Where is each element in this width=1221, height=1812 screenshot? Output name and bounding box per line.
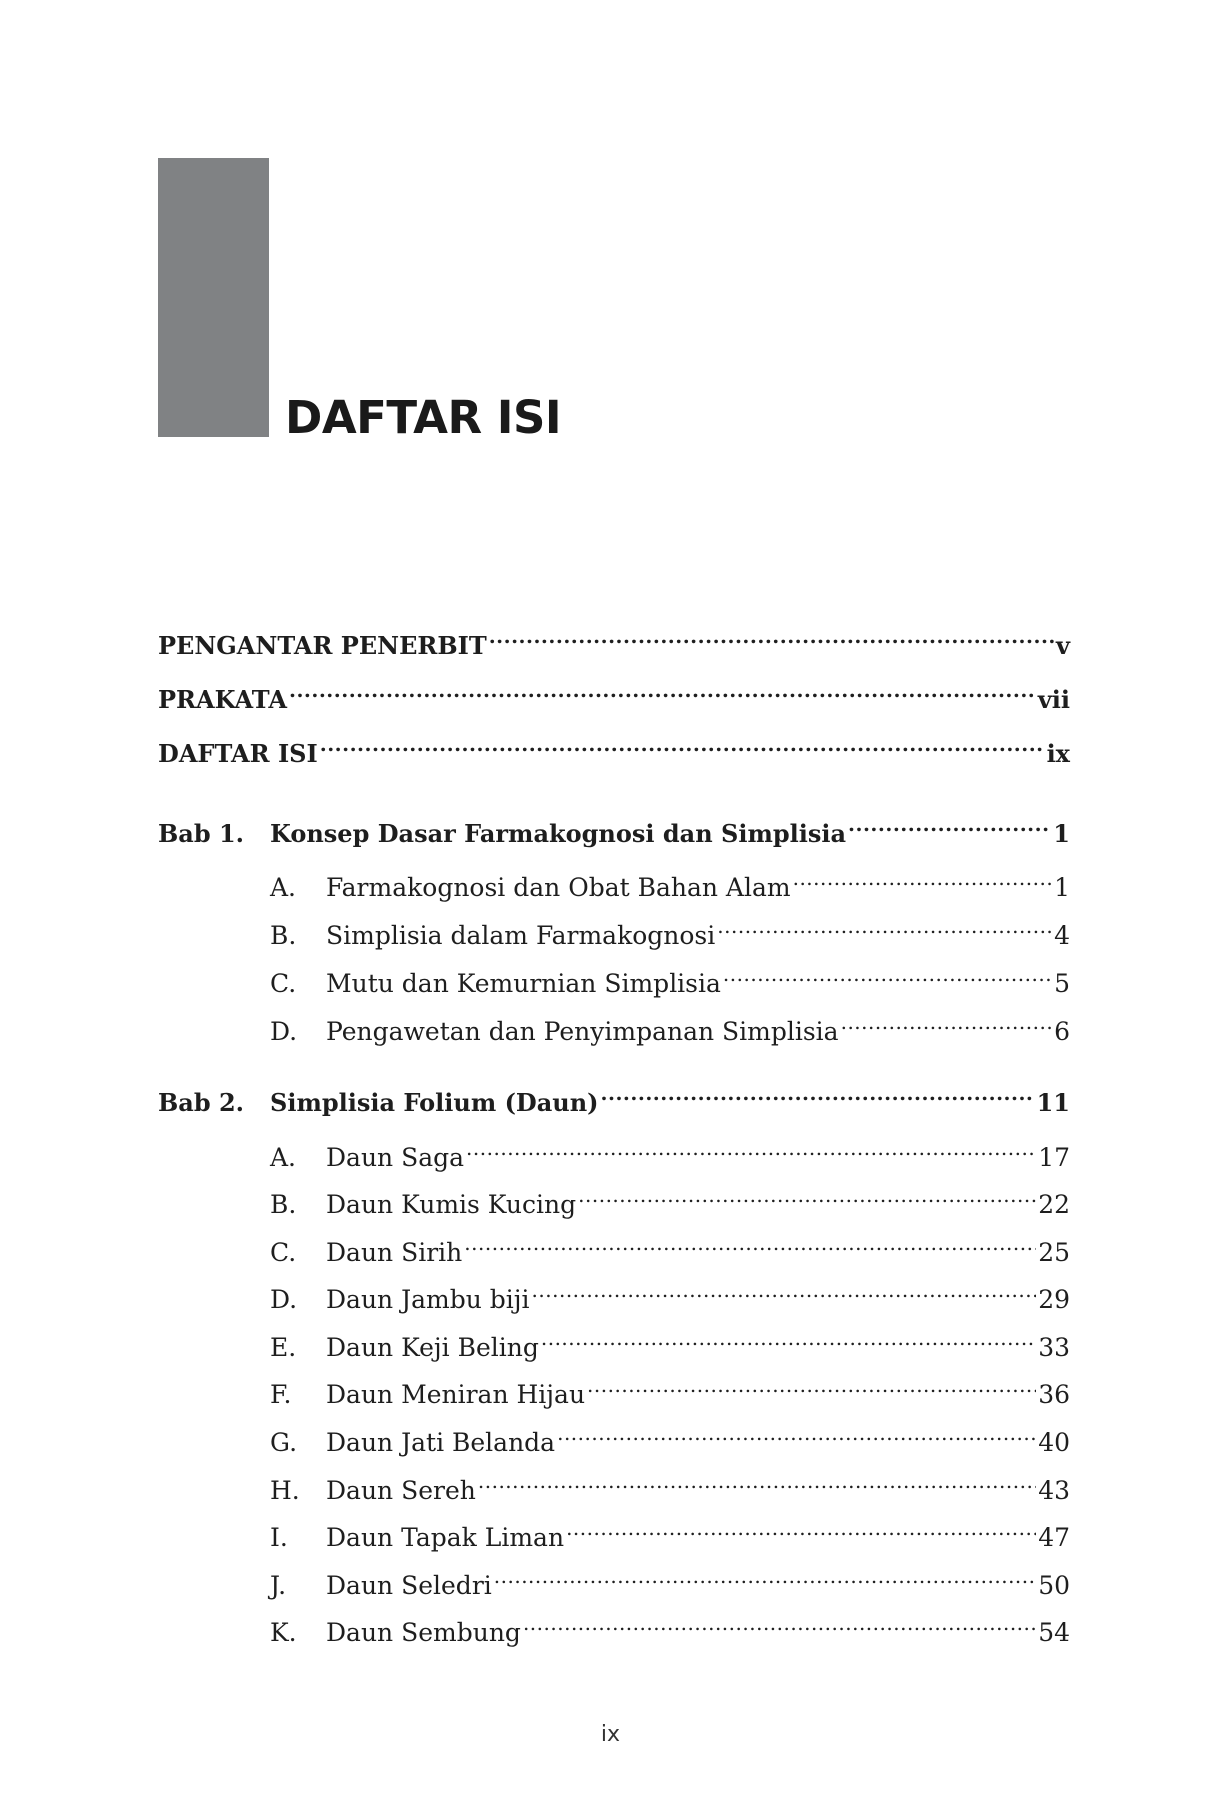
dot-leader [578,1177,1036,1213]
toc-section-entry[interactable] [270,1004,1070,1046]
dot-leader [494,1558,1036,1594]
chapter-title: Simplisia Folium (Daun) [270,1088,599,1117]
toc-section-entry[interactable] [270,1130,1070,1172]
toc-section-entry[interactable] [270,1177,1070,1219]
section-letter: A. [270,873,297,902]
section-letter: J. [270,1571,287,1600]
section-letter: E. [270,1333,297,1362]
toc-section-entry[interactable] [270,1415,1070,1457]
toc-section-entry[interactable] [270,1367,1070,1409]
section-page: 6 [1054,1017,1070,1046]
section-letter: A. [270,1143,297,1172]
section-page: 40 [1038,1428,1070,1457]
section-page: 43 [1038,1476,1070,1505]
section-title: Daun Sirih [326,1238,463,1267]
toc-entry-page: ix [1046,739,1070,768]
dot-leader [566,1510,1036,1546]
section-page: 1 [1054,873,1070,902]
dot-leader [723,956,1052,992]
dot-leader [557,1415,1036,1451]
chapter-number: Bab 2. [158,1088,245,1117]
chapter-number: Bab 1. [158,819,245,848]
toc-entry-front-matter[interactable] [158,618,1070,660]
toc-section-entry[interactable] [270,1225,1070,1267]
section-letter: D. [270,1285,298,1314]
section-page: 25 [1038,1238,1070,1267]
section-page: 4 [1054,921,1070,950]
dot-leader [523,1605,1036,1641]
section-title: Daun Jambu biji [326,1285,530,1314]
chapter-page: 1 [1053,819,1070,848]
dot-leader [848,806,1051,842]
section-page: 36 [1038,1380,1070,1409]
toc-section-entry[interactable] [270,1558,1070,1600]
section-letter: B. [270,1190,297,1219]
toc-entry-front-matter[interactable] [158,672,1070,714]
section-title: Daun Saga [326,1143,465,1172]
chapter-page: 11 [1036,1088,1070,1117]
toc-section-entry[interactable] [270,956,1070,998]
toc-entry-front-matter[interactable] [158,726,1070,768]
toc-entry-label: PRAKATA [158,685,287,714]
section-page: 22 [1038,1190,1070,1219]
section-title: Daun Seledri [326,1571,492,1600]
section-letter: B. [270,921,297,950]
section-page: 5 [1054,969,1070,998]
dot-leader [601,1075,1035,1111]
section-title: Daun Meniran Hijau [326,1380,586,1409]
dot-leader [478,1463,1036,1499]
section-page: 29 [1038,1285,1070,1314]
toc-section-entry[interactable] [270,1510,1070,1552]
section-page: 33 [1038,1333,1070,1362]
toc-section-entry[interactable] [270,1463,1070,1505]
toc-entry-page: vii [1037,685,1070,714]
toc-entry-label: DAFTAR ISI [158,739,318,768]
dot-leader [466,1130,1036,1166]
page-title: DAFTAR ISI [285,391,562,444]
page-number: ix [600,1722,621,1747]
section-title: Daun Keji Beling [326,1333,539,1362]
dot-leader [320,726,1045,762]
dot-leader [541,1320,1036,1356]
section-page: 50 [1038,1571,1070,1600]
toc-section-entry[interactable] [270,1320,1070,1362]
dot-leader [717,908,1052,944]
section-letter: D. [270,1017,298,1046]
section-letter: I. [270,1523,288,1552]
dot-leader [489,618,1054,654]
section-title: Simplisia dalam Farmakognosi [326,921,716,950]
toc-section-entry[interactable] [270,860,1070,902]
section-title: Farmakognosi dan Obat Bahan Alam [326,873,791,902]
section-page: 54 [1038,1618,1070,1647]
section-title: Daun Sembung [326,1618,521,1647]
section-letter: G. [270,1428,298,1457]
section-title: Daun Sereh [326,1476,476,1505]
section-letter: H. [270,1476,300,1505]
toc-entry-label: PENGANTAR PENERBIT [158,631,487,660]
section-title: Daun Kumis Kucing [326,1190,577,1219]
section-letter: K. [270,1618,297,1647]
dot-leader [793,860,1053,896]
chapter-marker-block [158,158,269,437]
toc-section-entry[interactable] [270,1272,1070,1314]
chapter-title: Konsep Dasar Farmakognosi dan Simplisia [270,819,847,848]
dot-leader [464,1225,1036,1261]
section-title: Daun Tapak Liman [326,1523,565,1552]
toc-section-entry[interactable] [270,908,1070,950]
toc-entry-page: v [1056,631,1070,660]
section-page: 17 [1038,1143,1070,1172]
toc-section-entry[interactable] [270,1605,1070,1647]
section-title: Daun Jati Belanda [326,1428,556,1457]
section-title: Mutu dan Kemurnian Simplisia [326,969,721,998]
toc-chapter-entry[interactable] [158,806,1070,848]
section-letter: F. [270,1380,292,1409]
toc-chapter-entry[interactable] [158,1075,1070,1117]
dot-leader [532,1272,1037,1308]
section-letter: C. [270,1238,297,1267]
section-title: Pengawetan dan Penyimpanan Simplisia [326,1017,839,1046]
section-letter: C. [270,969,297,998]
section-page: 47 [1038,1523,1070,1552]
dot-leader [289,672,1036,708]
dot-leader [841,1004,1053,1040]
dot-leader [587,1367,1036,1403]
